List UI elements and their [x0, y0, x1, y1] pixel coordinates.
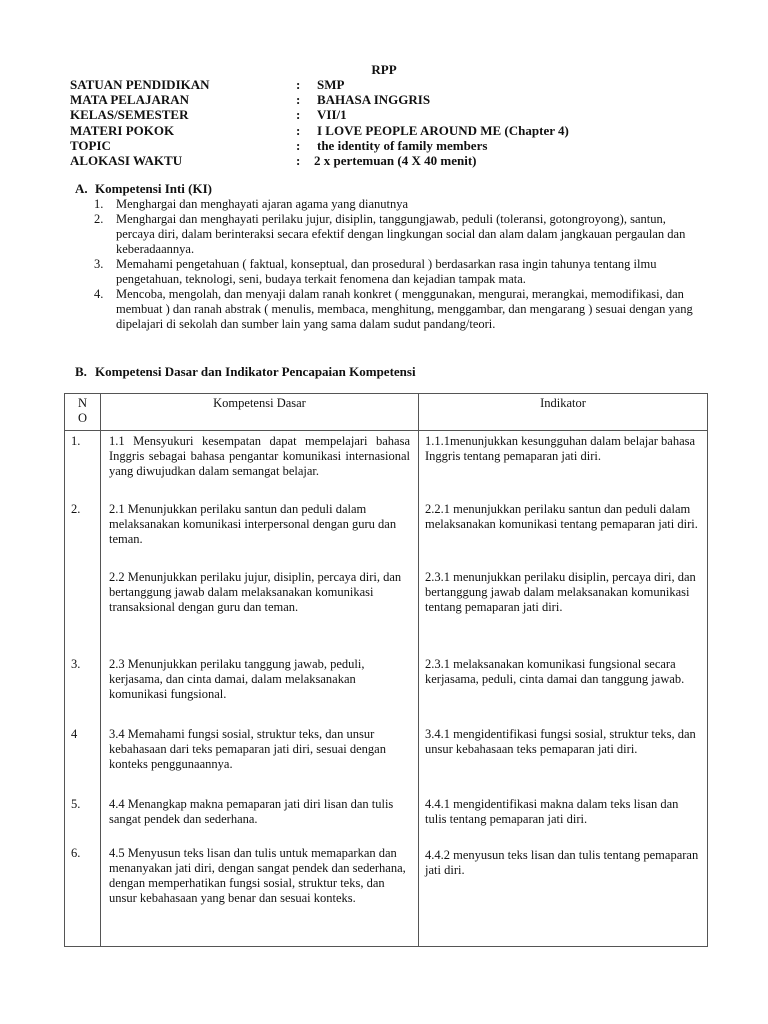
header-sep: :: [296, 152, 301, 168]
row-number: 2.: [71, 502, 81, 516]
section-letter: B.: [75, 364, 87, 379]
row-number: 3.: [71, 657, 81, 671]
section-a-heading: [75, 181, 212, 196]
header-value: SMP: [317, 77, 345, 92]
header-value: I LOVE PEOPLE AROUND ME (Chapter 4): [317, 122, 569, 138]
row-number: 5.: [71, 797, 81, 811]
list-item: [94, 212, 704, 257]
list-number: 1.: [94, 197, 104, 211]
section-title: Kompetensi Dasar dan Indikator Pencapaian Kompetensi: [95, 364, 416, 379]
list-text: Menghargai dan menghayati perilaku jujur, disiplin, tanggungjawab, peduli (toleransi, gotongroyong), santun, percaya diri, dalam berinteraksi secara efektif dengan lingkungan social dan alam dalam jangkauan pergaulan dan keberadaannya.: [116, 212, 686, 256]
section-letter: A.: [75, 181, 88, 196]
kd-entry: 2.2 Menunjukkan perilaku jujur, disiplin, percaya diri, dan bertanggung jawab dalam melaksanakan komunikasi transaksional dengan guru dan teman.: [109, 570, 402, 614]
list-item: [94, 287, 704, 332]
ki-list: [94, 197, 704, 332]
indikator-entry: 4.4.1 mengidentifikasi makna dalam teks lisan dan tulis tentang pemaparan jati diri.: [425, 797, 679, 826]
header-key: SATUAN PENDIDIKAN: [70, 77, 210, 92]
header-sep: :: [296, 137, 301, 153]
header-kompetensi-dasar: Kompetensi Dasar: [101, 394, 419, 431]
header-value: 2 x pertemuan (4 X 40 menit): [314, 152, 477, 168]
list-number: 4.: [94, 287, 104, 301]
header-key: MATA PELAJARAN: [70, 92, 190, 108]
header-row-alokasi: [70, 153, 569, 168]
kompetensi-dasar-cell: [101, 431, 419, 947]
indikator-entry: 1.1.1menunjukkan kesungguhan dalam belajar bahasa Inggris tentang pemaparan jati diri.: [425, 434, 696, 463]
header-row-satuan: [70, 77, 569, 92]
document-title: RPP: [371, 62, 397, 77]
kd-entry: 4.5 Menyusun teks lisan dan tulis untuk memaparkan dan menanyakan jati diri, dengan sangat pendek dan sederhana, dengan memperhatikan fungsi sosial, struktur teks, dan unsur kebahasaan yang benar dan sesuai konteks.: [109, 846, 406, 905]
indikator-entry: 2.3.1 menunjukkan perilaku disiplin, percaya diri, dan bertanggung jawab dalam melaksanakan komunikasi tentang pemaparan jati diri.: [425, 570, 696, 614]
indikator-entry: 2.3.1 melaksanakan komunikasi fungsional secara kerjasama, peduli, cinta damai dan tanggung jawab.: [425, 657, 685, 686]
header-row-topic: [70, 138, 569, 153]
indikator-entry: 4.4.2 menyusun teks lisan dan tulis tentang pemaparan jati diri.: [425, 848, 699, 877]
section-b-heading: [75, 364, 416, 379]
header-value: the identity of family members: [317, 137, 488, 153]
list-text: Memahami pengetahuan ( faktual, konseptual, dan prosedural ) berdasarkan rasa ingin tahunya tentang ilmu pengetahuan, teknologi, seni, budaya terkait fenomena dan kejadian tampak mata.: [116, 257, 657, 286]
header-sep: :: [296, 122, 301, 138]
header-row-materi: [70, 123, 569, 138]
indikator-cell: [419, 431, 708, 947]
indikator-entry: 2.2.1 menunjukkan perilaku santun dan peduli dalam melaksanakan komunikasi tentang pemaparan jati diri.: [425, 502, 698, 531]
header-sep: :: [296, 107, 301, 123]
competency-table: [64, 393, 708, 947]
row-number: 6.: [71, 846, 81, 860]
header-key: KELAS/SEMESTER: [70, 107, 189, 123]
table-row: [65, 431, 708, 947]
row-number: 1.: [71, 434, 81, 448]
kd-entry: 4.4 Menangkap makna pemaparan jati diri lisan dan tulis sangat pendek dan sederhana.: [109, 797, 394, 826]
header-key: MATERI POKOK: [70, 122, 175, 138]
list-item: [94, 197, 704, 212]
kd-entry: 2.3 Menunjukkan perilaku tanggung jawab, peduli, kerjasama, dan cinta damai, dalam melaksanakan komunikasi fungsional.: [109, 657, 365, 701]
list-text: Menghargai dan menghayati ajaran agama yang dianutnya: [116, 197, 409, 211]
no-cell: [65, 431, 101, 947]
header-key: ALOKASI WAKTU: [70, 152, 183, 168]
row-number: 4: [71, 727, 78, 741]
kd-entry: 2.1 Menunjukkan perilaku santun dan peduli dalam melaksanakan komunikasi interpersonal dengan guru dan teman.: [109, 502, 397, 546]
header-row-mapel: [70, 92, 569, 107]
header-value: BAHASA INGGRIS: [317, 92, 431, 108]
header-indikator: Indikator: [419, 394, 708, 431]
header-row-kelas: [70, 107, 569, 122]
section-title: Kompetensi Inti (KI): [95, 181, 212, 196]
list-item: [94, 257, 704, 287]
header-no: N O: [65, 394, 101, 431]
list-text: Mencoba, mengolah, dan menyaji dalam ranah konkret ( menggunakan, mengurai, merangkai, memodifikasi, dan membuat ) dan ranah abstrak ( menulis, membaca, menghitung, menggambar, dan mengarang ) sesuai dengan yang dipelajari di sekolah dan sumber lain yang sama dalam sudut pandang/teori.: [116, 287, 693, 331]
table-header-row: [65, 394, 708, 431]
header-sep: :: [296, 77, 301, 92]
header-sep: :: [296, 92, 301, 108]
indikator-entry: 3.4.1 mengidentifikasi fungsi sosial, struktur teks, dan unsur kebahasaan teks pemaparan jati diri.: [425, 727, 696, 756]
kd-entry: 1.1 Mensyukuri kesempatan dapat mempelajari bahasa Inggris sebagai bahasa pengantar komunikasi internasional yang diwujudkan dalam semangat belajar.: [109, 434, 410, 478]
kd-entry: 3.4 Memahami fungsi sosial, struktur teks, dan unsur kebahasaan dari teks pemaparan jati diri, sesuai dengan konteks penggunaannya.: [109, 727, 386, 771]
header-value: VII/1: [317, 107, 347, 123]
list-number: 3.: [94, 257, 104, 271]
header-info: [70, 77, 569, 168]
list-number: 2.: [94, 212, 104, 226]
header-key: TOPIC: [70, 137, 111, 153]
